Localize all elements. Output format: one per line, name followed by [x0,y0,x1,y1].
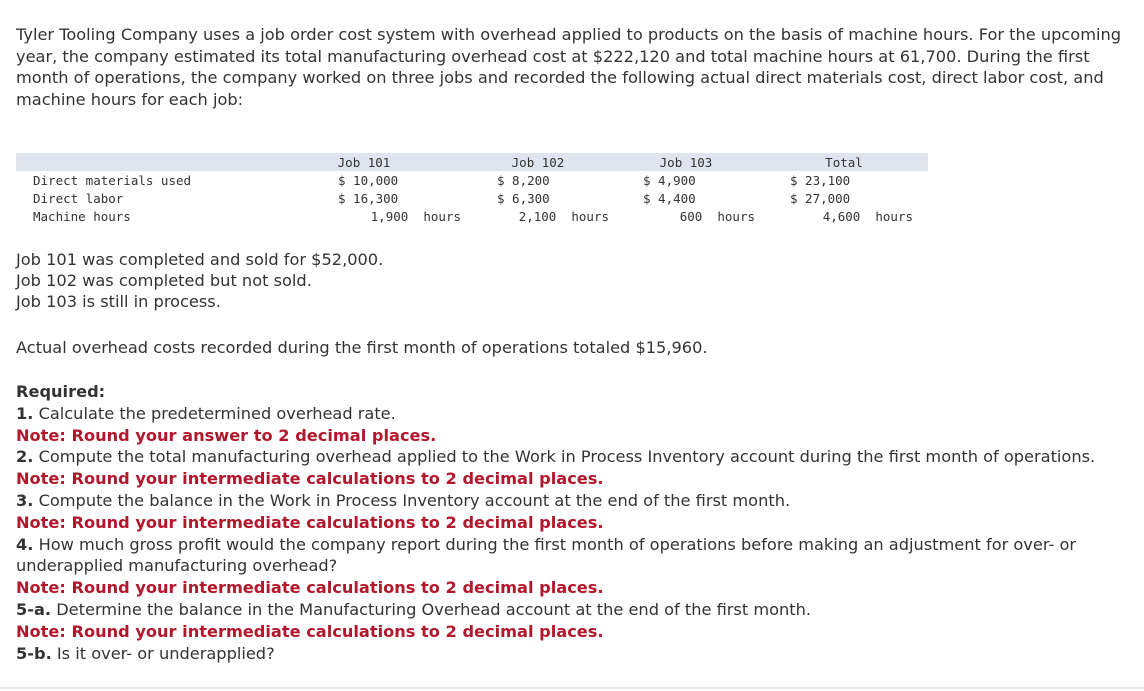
requirement-number: 2. [16,447,34,467]
requirement-number: 5-b. [16,643,52,663]
requirement-number: 5-a. [16,599,52,619]
requirement-text: Compute the balance in the Work in Process Inventory account at the end of the first month. [33,490,791,510]
table-cell: 1,900 hours [370,208,461,224]
table-cell: $ 16,300 [338,190,399,206]
rounding-note: Note: Round your intermediate calculations to 2 decimal places. [16,469,604,489]
table-cell: $ 27,000 [790,190,851,206]
requirement-item [16,490,1136,512]
table-row [16,207,928,225]
header-blank [16,153,264,171]
requirement-item [16,643,1136,665]
rounding-note: Note: Round your intermediate calculations to 2 decimal places. [16,512,604,532]
table-row [16,189,928,207]
requirement-item [16,599,1136,621]
table-cell: 4,600 hours [822,208,913,224]
required-section [16,381,1136,664]
table-cell: $ 4,900 [643,172,696,188]
requirement-item [16,534,1136,578]
problem-intro: Tyler Tooling Company uses a job order cost system with overhead applied to products on the basis of machine hours. For the upcoming year, the company estimated its total manufacturing overhead cost at $222,120 and total machine hours at 61,700. During the first month of operations, the company worked on three jobs and recorded the following actual direct materials cost, direct labor cost, and machine hours for each job: [16,25,1122,109]
requirement-text: Is it over- or underapplied? [51,643,275,663]
table-cell: $ 4,400 [643,190,696,206]
requirement-number: 4. [16,534,34,554]
actual-overhead-statement: Actual overhead costs recorded during the first month of operations totaled $15,960. [16,338,708,357]
job-status-line: Job 103 is still in process. [16,292,221,311]
requirement-item [16,403,1136,425]
table-cell: $ 6,300 [497,190,550,206]
job-status-line: Job 101 was completed and sold for $52,000. [16,250,384,269]
bottom-divider [0,687,1144,689]
table-cell: $ 8,200 [497,172,550,188]
required-heading: Required: [16,382,106,401]
table-cell: $ 23,100 [790,172,851,188]
table-header-row [16,153,928,171]
rounding-note: Note: Round your intermediate calculations to 2 decimal places. [16,621,604,641]
rounding-note: Note: Round your answer to 2 decimal places. [16,425,437,445]
row-label: Direct materials used [33,172,192,188]
requirement-text: Calculate the predetermined overhead rate. [33,403,396,423]
requirement-text: How much gross profit would the company report during the first month of operations before making an adjustment for over- or underapplied manufacturing overhead? [16,534,1077,576]
header-job-101: Job 101 [264,153,464,171]
requirement-number: 1. [16,403,34,423]
header-job-103: Job 103 [612,153,760,171]
rounding-note: Note: Round your intermediate calculations to 2 decimal places. [16,578,604,598]
job-cost-table [16,153,928,225]
requirement-text: Compute the total manufacturing overhead applied to the Work in Process Inventory account during the first month of operations. [33,447,1096,467]
requirement-item [16,446,1136,468]
header-job-102: Job 102 [464,153,612,171]
job-status-list [16,249,383,312]
row-label: Direct labor [33,190,124,206]
table-cell: 600 hours [679,208,755,224]
table-cell: $ 10,000 [338,172,399,188]
requirement-text: Determine the balance in the Manufacturing Overhead account at the end of the first month. [51,599,812,619]
row-label: Machine hours [33,208,131,224]
header-total: Total [760,153,928,171]
job-status-line: Job 102 was completed but not sold. [16,271,312,290]
table-row [16,171,928,189]
requirement-number: 3. [16,490,34,510]
table-cell: 2,100 hours [518,208,609,224]
